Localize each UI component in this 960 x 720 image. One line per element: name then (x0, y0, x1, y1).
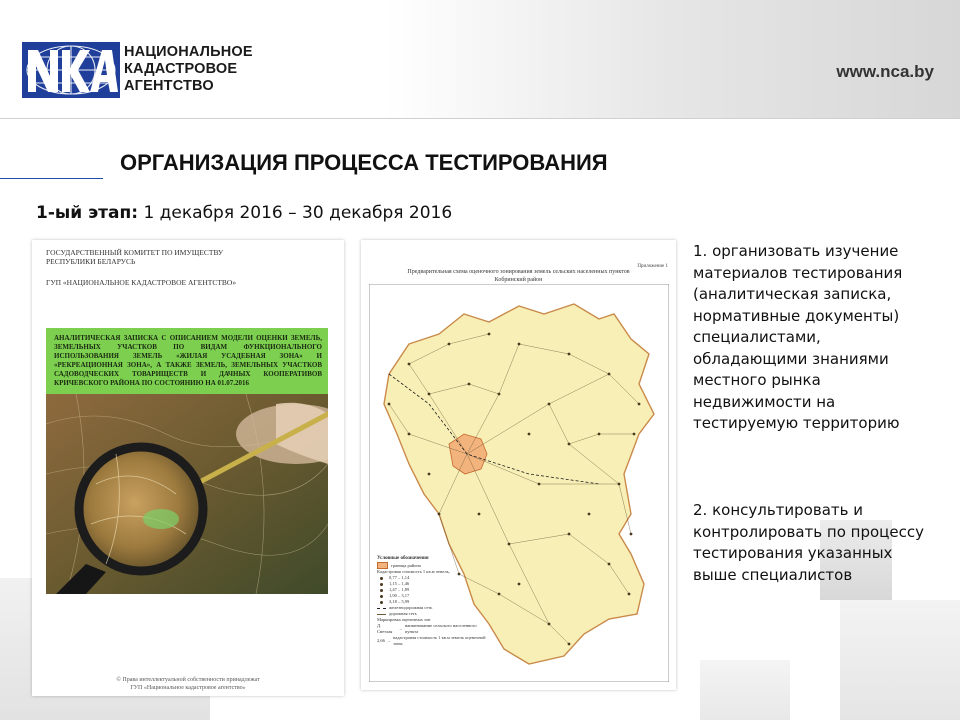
doc-footer-line: © Права интеллектуальной собственности принадлежат (116, 677, 260, 683)
legend-row: железнодорожная сеть (377, 605, 487, 611)
background-panel (840, 600, 960, 720)
title-accent-line (0, 178, 103, 179)
legend-row: граница района (377, 562, 487, 569)
stage-line (36, 203, 452, 223)
legend-row: 1,90 – 3,17 (377, 593, 487, 599)
stage-label: 1-ый этап: (36, 203, 139, 223)
zoning-map-document (361, 240, 676, 690)
doc-footer (32, 676, 344, 692)
stage-dates: 1 декабря 2016 – 30 декабря 2016 (143, 203, 453, 223)
doc-title-box (46, 328, 328, 394)
doc-org: ГУП «НАЦИОНАЛЬНОЕ КАДАСТРОВОЕ АГЕНТСТВО» (46, 278, 237, 287)
legend-row: 3,18 – 5,99 (377, 599, 487, 605)
logo-line: АГЕНТСТВО (124, 78, 214, 94)
doc-title-text: АНАЛИТИЧЕСКАЯ ЗАПИСКА С ОПИСАНИЕМ МОДЕЛИ ОЦЕНКИ ЗЕМЕЛЬ, ЗЕМЕЛЬНЫХ УЧАСТКОВ ПО ВИДАМ ФУНКЦИОНАЛЬНОГО ИСПОЛЬЗОВАНИЯ ЗЕМЕЛЬ «ЖИЛАЯ УСАДЕБНАЯ ЗОНА» И «РЕКРЕАЦИОННАЯ ЗОНА», А ТАКЖЕ ЗЕМЕЛЬ, ЗЕМЕЛЬНЫХ УЧАСТКОВ САДОВОДЧЕСКИХ ТОВАРИЩЕСТВ И ДАЧНЫХ КООПЕРАТИВОВ КРИЧЕВСКОГО РАЙОНА ПО СОСТОЯНИЮ НА 01.07.2016 (54, 334, 322, 387)
appendix-label: Приложение 1 (637, 264, 668, 269)
legend-row: дорожная сеть (377, 611, 487, 617)
magnifier-photo (46, 394, 328, 594)
legend-row: Кадастровая стоимость 1 кв.м земель, (377, 569, 450, 574)
doc-header (46, 248, 326, 266)
legend-row: 0,77 – 1,14 (377, 575, 487, 581)
map-title (361, 268, 676, 284)
logo-text (124, 44, 253, 95)
doc-header-line: ГОСУДАРСТВЕННЫЙ КОМИТЕТ ПО ИМУЩЕСТВУ (46, 248, 224, 257)
legend-title: Условные обозначения (377, 556, 429, 561)
legend-row: Д. Светлая – наименование сельского населенного пункта (377, 623, 477, 634)
map-title-line: Кобринский район (494, 277, 543, 283)
logo (22, 42, 253, 98)
logo-line: КАДАСТРОВОЕ (124, 61, 238, 77)
slide-title: ОРГАНИЗАЦИЯ ПРОЦЕССА ТЕСТИРОВАНИЯ (120, 150, 608, 175)
site-url: www.nca.by (836, 62, 934, 81)
analytical-note-cover (32, 240, 344, 696)
header-band (0, 0, 960, 119)
logo-line: НАЦИОНАЛЬНОЕ (124, 44, 253, 60)
map-title-line: Предварительная схема оценочного зонирования земель сельских населенных пунктов (407, 269, 630, 275)
doc-footer-line: ГУП «Национальное кадастровое агентство» (130, 685, 246, 691)
map-legend (377, 556, 487, 647)
legend-row: 1,47 – 1,89 (377, 587, 487, 593)
legend-row: Маркировка оценочных зон (377, 617, 431, 622)
background-panel (700, 660, 790, 720)
legend-row: 2,66 – кадастровая стоимость 1 кв.м земель оценочной зоны (377, 635, 486, 646)
doc-header-line: РЕСПУБЛИКИ БЕЛАРУСЬ (46, 257, 136, 266)
task-list (693, 241, 933, 584)
task-item-2: 2. консультировать и контролировать по процессу тестирования указанных выше специалистов (693, 501, 924, 584)
legend-row: 1,15 – 1,46 (377, 581, 487, 587)
nca-logo-icon (22, 42, 120, 98)
task-item-1: 1. организовать изучение материалов тестирования (аналитическая записка, нормативные документы) специалистами, обладающими знаниями местного рынка недвижимости на тестируемую территорию (693, 242, 903, 432)
